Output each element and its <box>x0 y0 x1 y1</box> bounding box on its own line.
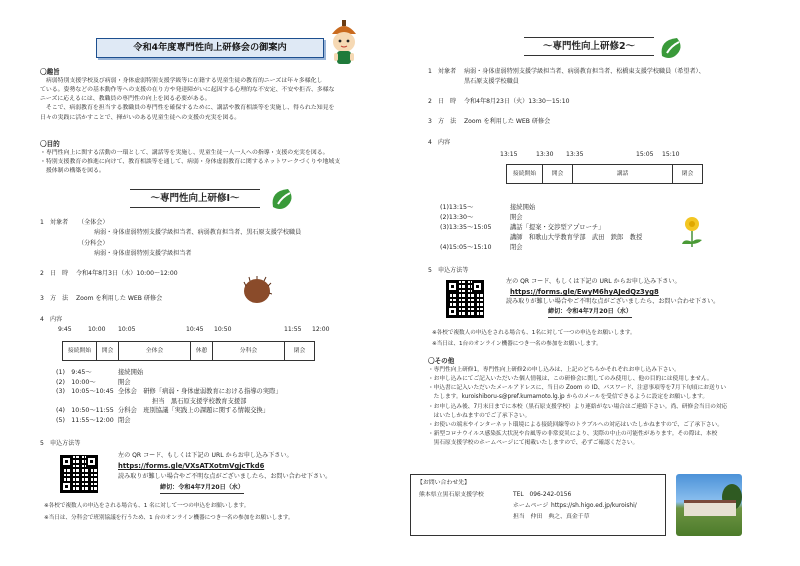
apply-url-link[interactable]: https://forms.gle/VXsATXotmVgjcTkd6 <box>118 462 265 470</box>
method-value: Zoom を利用した WEB 研修会 <box>464 118 551 125</box>
schedule-time: (4)15:05～15:10 <box>440 244 492 251</box>
chestnut-icon <box>242 276 272 304</box>
timeline-time: 10:50 <box>214 326 232 333</box>
schedule-row <box>440 203 740 213</box>
timeline-time: 15:05 <box>636 151 654 158</box>
timeline-cell: 講話 <box>573 165 673 184</box>
apply-deadline: 締切：令和4年7月20日（水） <box>548 308 632 318</box>
school-photo <box>676 474 742 536</box>
footnote: ※各校で複数人の申込をされる場合も、1 名に対して一つの申込をお願いします。 <box>44 503 250 509</box>
schedule-time: (3) 10:05～10:45 <box>56 388 114 395</box>
timeline-time: 15:10 <box>662 151 680 158</box>
timeline-cell: 開会 <box>97 342 119 361</box>
purpose-line: ニーズに応えるには、教職員の専門性の向上を図る必要がある。 <box>40 96 211 103</box>
schedule-time: (2) 10:00～ <box>56 378 96 386</box>
schedule-row <box>56 416 376 426</box>
timeline-times <box>400 151 800 160</box>
contact-hp-label: ホームページ <box>513 503 549 509</box>
acorn-mascot-icon <box>326 20 362 68</box>
purpose-line: 日々の実践に活かすことで、揮がいのある児童生徒への支援の充実を図る。 <box>40 114 241 121</box>
apply-intro: 左の QR コード、もしくは下記の URL からお申し込み下さい。 <box>118 452 293 459</box>
qr-code-icon[interactable] <box>60 455 98 493</box>
timeline-table <box>62 341 315 361</box>
footnote: ※各校で複数人の申込をされる場合も、1名に対して一つの申込をお願いします。 <box>432 330 636 336</box>
method-label: 3 方 法 <box>428 118 457 125</box>
schedule-row <box>56 406 376 416</box>
apply-note: 読み取りが難しい場合やご不明な点がございましたら、お問い合わせ下さい。 <box>506 298 720 305</box>
schedule-text: 講話「提案・交渉型アプローチ」 <box>510 224 605 231</box>
target-value: 病弱・身体虚弱特別支援学級担当者、病弱教育担当者、松橋東支援学校職員（希望者）、 <box>464 68 705 75</box>
other-line: ・お使いの端末やインターネット環境による接続回線等のトラブルへの対応はいたしかねますので、ご了承下さい。 <box>428 421 723 428</box>
schedule-time: (4) 10:50～11:55 <box>56 407 114 414</box>
contact-hp-link[interactable]: https://sh.higo.ed.jp/kuroishi/ <box>551 503 637 509</box>
timeline-cell: 閉会 <box>285 342 315 361</box>
content-label: 4 内容 <box>40 316 63 323</box>
contact-title: 【お問い合わせ先】 <box>417 480 471 486</box>
schedule-row <box>56 368 376 378</box>
timeline-cell: 接続開始 <box>63 342 97 361</box>
other-line: はいたしかねますのでご了承下さい。 <box>428 412 531 419</box>
purpose-line: 病弱特別支援学校及び病弱・身体虚弱特別支援学級等に在籍する児童生徒の教育的ニーズは年々多様化し <box>40 78 323 84</box>
other-line: ・専門性向上研修1，専門性向上研修2の申し込みは、上記のどちらかそれぞれお申し込み下さい。 <box>428 367 680 373</box>
schedule-text: 講師 和歌山大学教育学部 武田 鉄郎 教授 <box>510 234 643 241</box>
timeline-time: 10:00 <box>88 326 106 333</box>
training1-title: ～専門性向上研修Ⅰ～ <box>130 189 260 208</box>
timeline-time: 10:05 <box>118 326 136 333</box>
target-label: 1 対象者 <box>428 68 457 75</box>
goal-line: ・特別支援教育の推進に向けて、教育相談等を通して、病弱・身体虚弱教育に関するネットワークづくりや地域支 <box>40 159 341 166</box>
goal-line: 援体制の構築を図る。 <box>40 168 105 175</box>
other-line: 黒石原支援学校のホームページにて掲載いたしますので、必ずご確認ください。 <box>428 440 639 446</box>
schedule-text: 担当 黒石原支援学校教育支援部 <box>152 397 247 405</box>
schedule-text: 接続開始 <box>510 204 536 211</box>
schedule-text: 全体会 研修「病弱・身体虚弱教育における指導の実際」 <box>118 388 282 395</box>
timeline-cell: 閉会 <box>673 165 703 184</box>
date-value: 令和4年8月3日（水）10:00～12:00 <box>76 270 178 277</box>
other-text <box>428 366 778 448</box>
schedule-time: (1) 9:45～ <box>56 369 92 376</box>
timeline-cell: 全体会 <box>119 342 191 361</box>
apply-note: 読み取りが難しい場合やご不明な点がございましたら、お問い合わせ下さい。 <box>118 473 332 480</box>
timeline-time: 10:45 <box>186 326 204 333</box>
target-div: （分科会） <box>78 240 109 247</box>
contact-box <box>410 474 666 536</box>
timeline-table <box>506 164 703 184</box>
timeline-times <box>0 326 400 335</box>
date-label: 2 日 時 <box>40 270 69 277</box>
target-div-detail: 病弱・身体虚弱特別支援学級担当者 <box>94 250 192 257</box>
timeline-time: 11:55 <box>284 326 302 333</box>
schedule-list <box>56 368 376 425</box>
timeline-time: 13:30 <box>536 151 554 158</box>
timeline-cell: 開会 <box>543 165 573 184</box>
apply-label: 5 申込方法等 <box>428 267 469 274</box>
footnote: ※当日は、分科会で班別協議を行うため、1 台のオンライン機器につき一名の参加をお願いします。 <box>44 515 294 521</box>
schedule-text: 閉会 <box>118 416 131 424</box>
date-value: 令和4年8月23日（火）13:30～15:10 <box>464 98 570 105</box>
target-all-detail: 病弱・身体虚弱特別支援学級担当者、病弱教育担当者、黒石原支援学校職員 <box>94 229 302 236</box>
other-line: ・お申し込みにてご記入いただいた個人情報は、この研修会に関してのみ使用し、他の目的には使用しません。 <box>428 376 713 383</box>
purpose-text <box>40 77 380 123</box>
goal-text <box>40 149 380 176</box>
timeline-cell: 接続開始 <box>507 165 543 184</box>
schedule-time: (1)13:15～ <box>440 204 474 211</box>
schedule-text: 閉会 <box>510 244 523 251</box>
schedule-text: 分科会 班別協議「実践上の課題に関する情報交換」 <box>118 407 270 414</box>
purpose-line: ている。姿勢などの基本動作等への支援の在り方や発達障がいに起因する心理的な不安定、不安や拒否、多様な <box>40 87 335 94</box>
contact-tel: TEL 096-242-0156 <box>513 492 572 498</box>
schedule-row <box>56 387 376 397</box>
schedule-time: (3)13:35～15:05 <box>440 224 492 231</box>
leaf-logo-icon <box>658 36 686 60</box>
method-value: Zoom を利用した WEB 研修会 <box>76 295 163 302</box>
apply-deadline: 締切：令和4年7月20日（水） <box>160 484 244 494</box>
target-value: 黒石原支援学校職員 <box>464 78 519 85</box>
target-all: （全体会） <box>78 219 109 226</box>
date-label: 2 日 時 <box>428 98 457 105</box>
content-label: 4 内容 <box>428 139 451 146</box>
training2-title: ～専門性向上研修2～ <box>524 37 654 56</box>
timeline-cell: 分科会 <box>213 342 285 361</box>
schedule-text: 接続開始 <box>118 369 144 376</box>
apply-label: 5 申込方法等 <box>40 440 81 447</box>
purpose-heading: 〇趣旨 <box>40 68 60 76</box>
other-line: たします。kuroishiboru-s@pref.kumamoto.lg.jp からのメールを受信できるように設定をお願いします。 <box>428 394 709 401</box>
timeline-time: 13:35 <box>566 151 584 158</box>
schedule-time: (2)13:30～ <box>440 214 474 221</box>
timeline-time: 12:00 <box>312 326 330 333</box>
contact-school: 熊本県立黒石原支援学校 <box>419 492 484 498</box>
other-line: ・お申し込み後、7月末日までに本校（黒石原支援学校）より連絡がない場合はご連絡下さい。尚、研修会当日の対応 <box>428 403 728 410</box>
target-label: 1 対象者 <box>40 219 69 226</box>
main-title: 令和4年度専門性向上研修会の御案内 <box>96 38 324 58</box>
method-label: 3 方 法 <box>40 295 69 302</box>
schedule-text: 開会 <box>510 214 523 221</box>
purpose-line: そこで、病弱教育を担当する教職員の専門性を確保するために、講話や教育相談等を実施し、得られた知見を <box>40 105 335 112</box>
schedule-text: 開会 <box>118 378 131 386</box>
schedule-time <box>56 397 152 407</box>
footnote: ※当日は、1台のオンライン機器につき一名の参加をお願いします。 <box>432 341 602 347</box>
schedule-row <box>56 378 376 388</box>
leaf-logo-icon <box>270 187 296 211</box>
contact-person: 担当 仲田 典之、真金千草 <box>513 514 590 520</box>
qr-code-icon[interactable] <box>446 280 484 318</box>
goal-heading: 〇目的 <box>40 140 60 148</box>
timeline-cell: 休憩 <box>191 342 213 361</box>
other-line: ・新型コロナウイルス感染拡大状況や台風等の非常変災により、実際の中止の可能性があります。その際は、本校 <box>428 430 718 437</box>
other-line: ・申込書に記入いただいたメールアドレスに、当日の Zoom の ID、パスワード、注意事項等を7月下旬頃にお送りい <box>428 385 727 392</box>
schedule-row <box>56 397 376 407</box>
dandelion-icon <box>678 214 708 248</box>
apply-intro: 左の QR コード、もしくは下記の URL からお申し込み下さい。 <box>506 278 681 285</box>
other-heading: 〇その他 <box>428 357 455 365</box>
schedule-time: (5) 11:55～12:00 <box>56 416 114 424</box>
timeline-time: 13:15 <box>500 151 518 158</box>
schedule-time <box>440 233 510 243</box>
apply-url-link[interactable]: https://forms.gle/EwyM6hyAJedQz3yg8 <box>510 288 659 296</box>
timeline-time: 9:45 <box>58 326 72 333</box>
goal-line: ・専門性向上に関する活動の一環として、講話等を実施し、児童生徒一人一人への指導・支援の充実を図る。 <box>40 150 329 156</box>
